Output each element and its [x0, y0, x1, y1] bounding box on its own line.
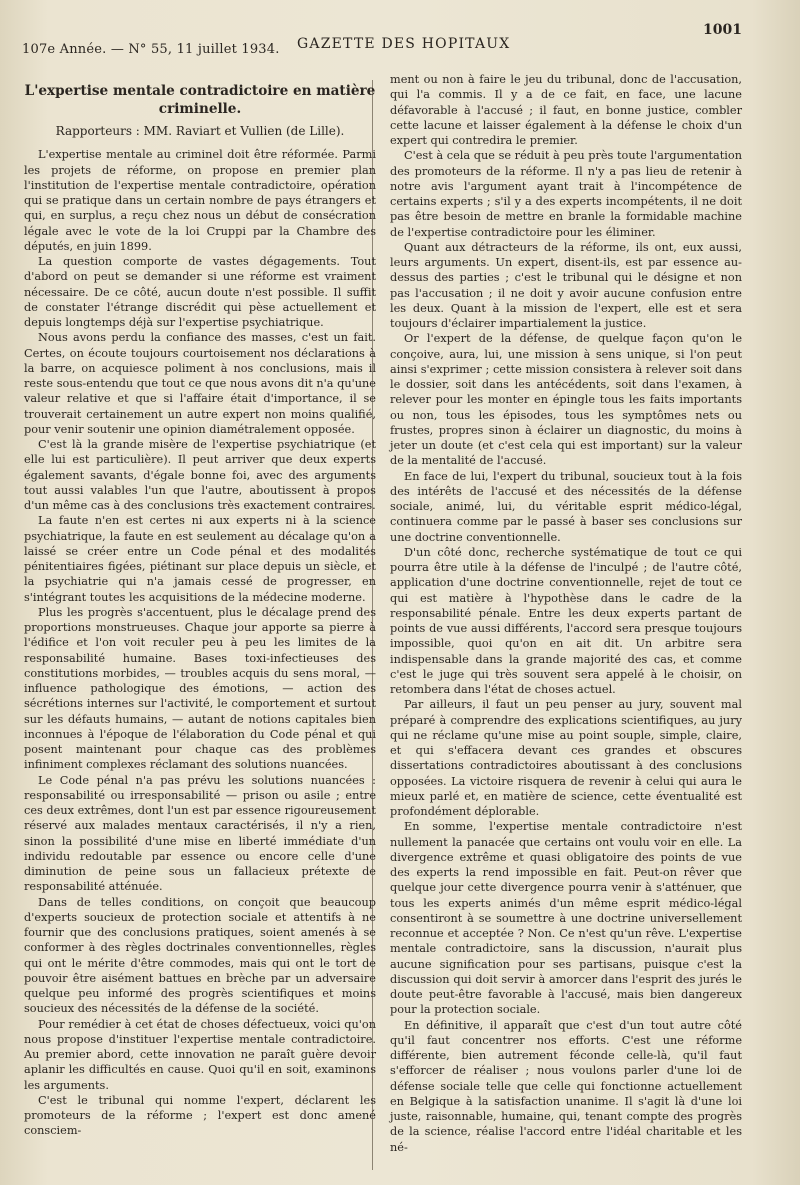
- left-column: [24, 72, 376, 1139]
- paragraph: C'est à cela que se réduit à peu près toute l'argumentation des promoteurs de la réforme. Il n'y a pas lieu de retenir à notre avis l'argument ayant trait à l'incompétence de certains experts ; s'il y a des experts incompétents, il ne doit pas être besoin de mettre en branle la formidable machine de l'expertise contradictoire pour les éliminer.: [390, 149, 742, 239]
- paragraph: Plus les progrès s'accentuent, plus le décalage prend des proportions monstrueuses. Chaque jour apporte sa pierre à l'édifice et l'on voit reculer peu à peu les limites de la responsabilité humaine. Bases toxi-infectieuses des constitutions morbides, — troubles acquis du sens moral, — influence pathologique des émotions, — action des sécrétions internes sur l'activité, le comportement et surtout sur les défauts humains, — autant de notions capitales bien inconnues à l'époque de l'élaboration du Code pénal et qui posent maintenant pour chaque cas des problèmes infiniment complexes réclamant des solutions nuancées.: [24, 605, 376, 772]
- article-title: L'expertise mentale contradictoire en matière criminelle.: [24, 83, 376, 117]
- page-header: [22, 22, 742, 64]
- paragraph: Le Code pénal n'a pas prévu les solutions nuancées : responsabilité ou irresponsabilité — prison ou asile ; entre ces deux extrêmes, dont l'un est par essence rigoureusement réservé aux malades mentaux caractérisés, il n'y a rien, sinon la possibilité d'une mise en liberté immédiate d'un individu redoutable par essence ou encore celle d'une diminution de peine sous un fallacieux prétexte de responsabilité atténuée.: [24, 773, 376, 894]
- paragraph: En définitive, il apparaît que c'est d'un tout autre côté qu'il faut concentrer nos efforts. C'est une réforme différente, bien autrement féconde celle-là, qu'il faut s'efforcer de réaliser ; nous voulons parler d'une loi de défense sociale telle que celle qui fonctionne actuellement en Belgique à la satisfaction unanime. Il s'agit là d'une loi juste, raisonnable, humaine, qui, tenant compte des progrès de la science, réalise l'accord entre l'idéal charitable et les né-: [390, 1018, 742, 1154]
- article-reporters: Rapporteurs : MM. Raviart et Vullien (de Lille).: [55, 124, 345, 138]
- paragraph: D'un côté donc, recherche systématique de tout ce qui pourra être utile à la défense de l'inculpé ; de l'autre côté, application d'une doctrine conventionnelle, rejet de tout ce qui est matière à l'hypothèse dans le cadre de la responsabilité pénale. Entre les deux experts partant de points de vue aussi différents, l'accord sera presque toujours impossible, quoi qu'on en ait dit. Un arbitre sera indispensable dans la grande majorité des cas, et comme c'est le juge qui très souvent sera appelé à le choisir, on retombera dans l'état de choses actuel.: [390, 545, 742, 696]
- paragraph: C'est le tribunal qui nomme l'expert, déclarent les promoteurs de la réforme ; l'expert est donc amené consciem-: [24, 1093, 376, 1138]
- issue-info: 107e Année. — N° 55, 11 juillet 1934.: [22, 42, 280, 57]
- paragraph: La question comporte de vastes dégagements. Tout d'abord on peut se demander si une réforme est vraiment nécessaire. De ce côté, aucun doute n'est possible. Il suffit de constater l'étrange discrédit qui pèse actuellement et depuis longtemps déjà sur l'expertise psychiatrique.: [24, 255, 376, 329]
- paragraph: Or l'expert de la défense, de quelque façon qu'on le conçoive, aura, lui, une mission à sens unique, si l'on peut ainsi s'exprimer ; cette mission consistera à relever soit dans le dossier, soit dans les antécédents, soit dans l'examen, à relever pour les monter en épingle tous les faits importants ou non, tous les épisodes, tous les symptômes nets ou frustes, propres sinon à éclairer un diagnostic, du moins à jeter un doute (et c'est cela qui est important) sur la valeur de la mentalité de l'accusé.: [390, 332, 742, 468]
- journal-title: GAZETTE DES HOPITAUX: [297, 36, 511, 52]
- paragraph: Quant aux détracteurs de la réforme, ils ont, eux aussi, leurs arguments. Un expert, disent-ils, est par essence au-dessus des parties ; c'est le tribunal qui le désigne et non pas l'accusation ; il ne doit y avoir aucune confusion entre les deux. Quant à la mission de l'expert, elle est et sera toujours d'éclairer impartialement la justice.: [390, 240, 742, 330]
- page-number: 1001: [703, 22, 742, 38]
- paragraph: Par ailleurs, il faut un peu penser au jury, souvent mal préparé à comprendre des explications scientifiques, au jury qui ne réclame qu'une mise au point souple, simple, claire, et qui s'effacera devant ces grandes et obscures dissertations contradictoires aboutissant à des conclusions opposées. La victoire risquera de revenir à celui qui aura le mieux parlé et, en matière de science, cette éventualité est profondément déplorable.: [390, 698, 742, 818]
- paragraph: Dans de telles conditions, on conçoit que beaucoup d'experts soucieux de protection sociale et attentifs à ne fournir que des conclusions pratiques, soient amenés à se conformer à des règles doctrinales conventionnelles, règles qui ont le mérite d'être commodes, mais qui ont le tort de pouvoir être aisément battues en brèche par un adversaire quelque peu informé des progrès scientifiques et moins soucieux des nécessités de la défense de la société.: [24, 895, 376, 1016]
- paragraph: En somme, l'expertise mentale contradictoire n'est nullement la panacée que certains ont voulu voir en elle. La divergence extrême et quasi obligatoire des points de vue des experts la rend impossible en fait. Peut-on rêver que quelque jour cette divergence pourra venir à s'atténuer, que tous les experts animés d'un même esprit médico-légal consentiront à se soumettre à une doctrine universellement reconnue et acceptée ? Non. Ce n'est qu'un rêve. L'expertise mentale contradictoire, sans la discussion, n'aurait plus aucune signification pour ses partisans, puisque c'est la discussion qui doit servir à amorcer dans l'esprit des jurés le doute peut-être favorable à l'accusé, mais bien dangereux pour la protection sociale.: [390, 820, 742, 1017]
- paragraph: C'est là la grande misère de l'expertise psychiatrique (et elle lui est particulière). Il peut arriver que deux experts également savants, d'égale bonne foi, avec des arguments tout aussi valables l'un que l'autre, aboutissent à propos d'un même cas à des conclusions très exactement contraires.: [24, 438, 376, 512]
- paragraph: L'expertise mentale au criminel doit être réformée. Parmi les projets de réforme, on propose en premier plan l'institution de l'expertise mentale contradictoire, opération qui se pratique dans un certain nombre de pays étrangers et qui, en surplus, a reçu chez nous un début de consécration légale avec le vote de la loi Cruppi par la Chambre des députés, en juin 1899.: [24, 148, 376, 253]
- paragraph: Pour remédier à cet état de choses défectueux, voici qu'on nous propose d'instituer l'expertise mentale contradictoire. Au premier abord, cette innovation ne paraît guère devoir aplanir les difficultés en cause. Quoi qu'il en soit, examinons les arguments.: [24, 1017, 376, 1092]
- paragraph: La faute n'en est certes ni aux experts ni à la science psychiatrique, la faute en est seulement au décalage qu'on a laissé se créer entre un Code pénal et des modalités pénitentiaires figées, piétinant sur place depuis un siècle, et la psychiatrie qui n'a jamais cessé de progresser, en s'intégrant toutes les acquisitions de la médecine moderne.: [24, 514, 376, 604]
- paragraph: ment ou non à faire le jeu du tribunal, donc de l'accusation, qui l'a commis. Il y a de ce fait, en face, une lacune défavorable à l'accusé ; il faut, en bonne justice, combler cette lacune et laisser également à la défense le choix d'un expert qui contredira le premier.: [390, 73, 742, 147]
- right-column: [390, 72, 742, 1155]
- paragraph: En face de lui, l'expert du tribunal, soucieux tout à la fois des intérêts de l'accusé et des nécessités de la défense sociale, animé, lui, du véritable esprit médico-légal, continuera comme par le passé à baser ses conclusions sur une doctrine conventionnelle.: [390, 469, 742, 544]
- paragraph: Nous avons perdu la confiance des masses, c'est un fait. Certes, on écoute toujours courtoisement nos déclarations à la barre, on acquiesce poliment à nos conclusions, mais il reste sous-entendu que tout ce que nous avons dit n'a qu'une valeur relative et que si l'affaire était d'importance, il se trouverait certainement un autre expert non moins qualifié, pour venir soutenir une opinion diamétralement opposée.: [24, 331, 376, 436]
